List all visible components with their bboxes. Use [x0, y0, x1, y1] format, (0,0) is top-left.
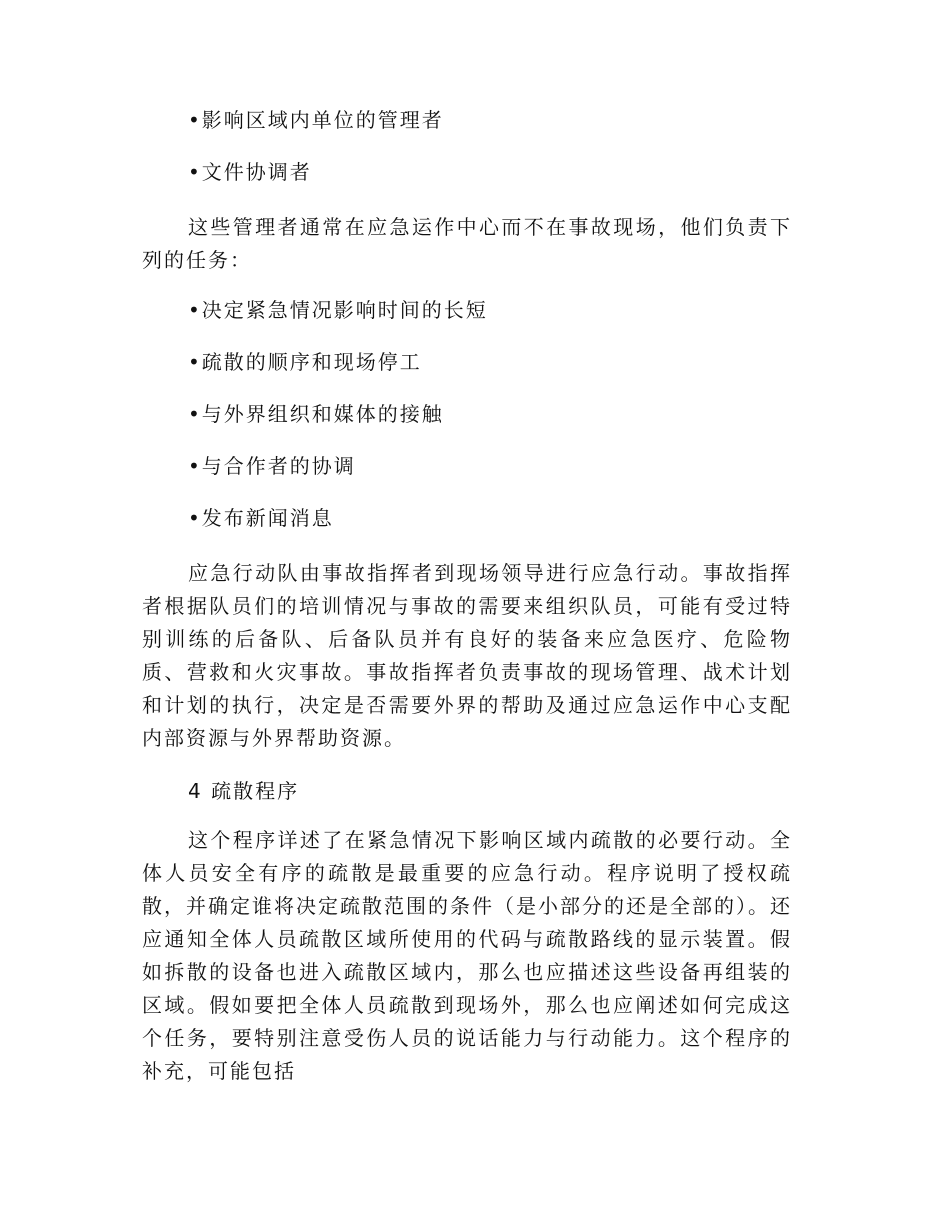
bullet-task-press-release: •发布新闻消息	[188, 506, 334, 530]
bullet-task-evacuation-order: •疏散的顺序和现场停工	[188, 350, 422, 374]
document-body	[142, 107, 792, 1108]
bullet-task-partner-coordination: •与合作者的协调	[188, 454, 356, 478]
paragraph-emergency-team: 应急行动队由事故指挥者到现场领导进行应急行动。事故指挥者根据队员们的培训情况与事故的需要来组织队员，可能有受过特别训练的后备队、后备队员并有良好的装备来应急医疗、危险物质、营救和火灾事故。事故指挥者负责事故的现场管理、战术计划和计划的执行，决定是否需要外界的帮助及通过应急运作中心支配内部资源与外界帮助资源。	[142, 561, 792, 750]
paragraph-managers-tasks: 这些管理者通常在应急运作中心而不在事故现场，他们负责下列的任务：	[142, 215, 792, 272]
bullet-task-duration: •决定紧急情况影响时间的长短	[188, 298, 488, 322]
section-heading-evacuation: 4 疏散程序	[188, 779, 300, 803]
bullet-affected-unit-managers: •影响区域内单位的管理者	[188, 108, 444, 132]
bullet-document-coordinator: •文件协调者	[188, 160, 312, 184]
paragraph-evacuation-procedure: 这个程序详述了在紧急情况下影响区域内疏散的必要行动。全体人员安全有序的疏散是最重要的应急行动。程序说明了授权疏散，并确定谁将决定疏散范围的条件（是小部分的还是全部的）。还应通知全体人员疏散区域所使用的代码与疏散路线的显示装置。假如拆散的设备也进入疏散区域内，那么也应描述这些设备再组装的区域。假如要把全体人员疏散到现场外，那么也应阐述如何完成这个任务，要特别注意受伤人员的说话能力与行动能力。这个程序的补充，可能包括	[142, 828, 792, 1083]
bullet-task-external-contact: •与外界组织和媒体的接触	[188, 402, 444, 426]
